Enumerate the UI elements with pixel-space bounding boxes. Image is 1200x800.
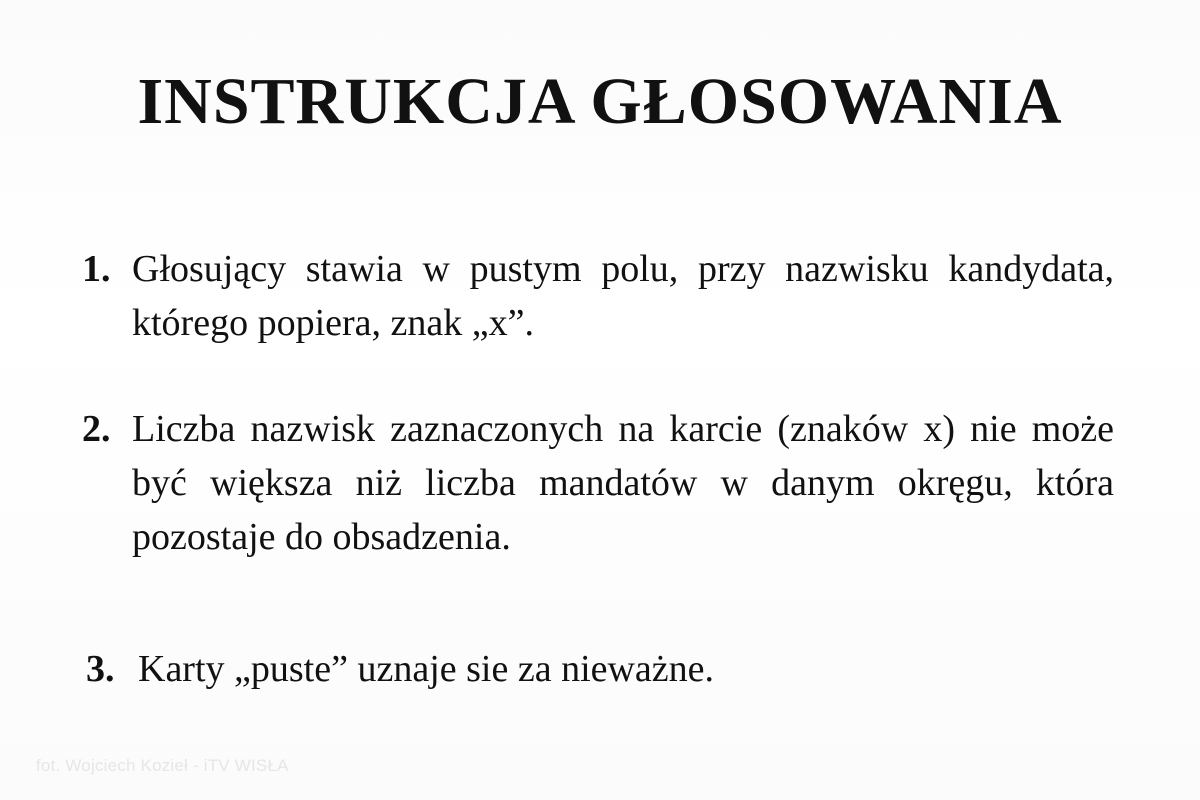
item-number: 3. [86, 648, 115, 690]
instruction-item-2 [82, 402, 1114, 564]
instruction-item-3 [86, 642, 886, 698]
item-number: 2. [82, 408, 111, 450]
item-text: Karty „puste” uznaje sie za nieważne. [138, 648, 715, 690]
item-text: Głosujący stawia w pustym polu, przy nazwisku kandydata, którego popiera, znak „x”. [132, 248, 1114, 344]
page-title: INSTRUKCJA GŁOSOWANIA [137, 65, 1063, 138]
photo-credit-watermark: fot. Wojciech Kozieł - iTV WISŁA [36, 756, 289, 775]
item-text: Liczba nazwisk zaznaczonych na karcie (znaków x) nie może być większa niż liczba mandatów w danym okręgu, która pozostaje do obsadzenia. [132, 408, 1114, 558]
instruction-item-1 [82, 242, 1114, 352]
item-number: 1. [82, 248, 111, 290]
